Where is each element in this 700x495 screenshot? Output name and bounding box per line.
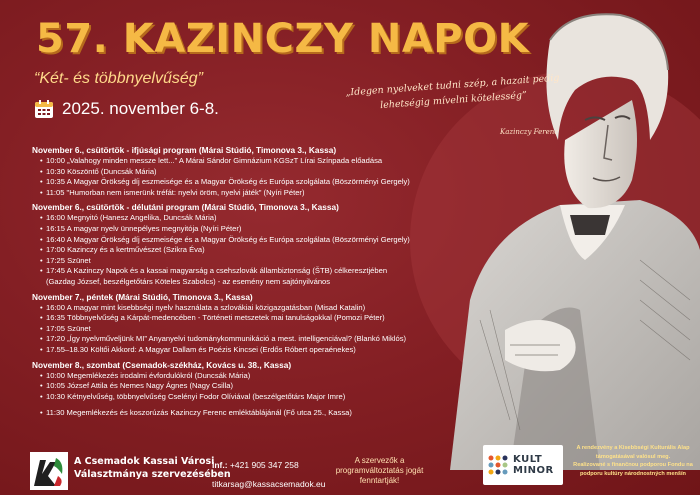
event-subtitle: “Két- és többnyelvűség”: [34, 70, 203, 87]
program-item: • 17:20 „Így nyelvműveljünk MI” Anyanyelvi tudománykommunikáció a mest. intelligenciával? (Blankó Miklós): [40, 334, 552, 345]
day-nov6-youth: [32, 145, 552, 198]
program-item: • 10:30 Köszöntő (Duncsák Mária): [40, 167, 552, 178]
day-heading: November 8., szombat (Csemadok-székház, Kovács u. 38., Kassa): [32, 359, 292, 370]
info-label: Inf.:: [212, 460, 228, 470]
program-item: • 16:15 A magyar nyelv ünnepélyes megnyitója (Nyíri Péter): [40, 224, 552, 235]
program-item: • 10:35 A Magyar Örökség díj eszmeisége és a Magyar Örökség és Európa szolgálata (Böszörményi Gergely): [40, 177, 552, 188]
phone-number[interactable]: +421 905 347 258: [229, 460, 299, 470]
kult-minor-mark-icon: [487, 454, 509, 476]
program-item: • 10:30 Kétnyelvűség, többnyelvűség Cselényi Fodor Olíviával (beszélgetőtárs Major Imre): [40, 392, 552, 403]
event-title: 57. KAZINCZY NAPOK: [36, 16, 530, 62]
program-item: • 16:00 A magyar mint kisebbségi nyelv használata a szlovákiai közigazgatásban (Misad Katalin): [40, 303, 552, 314]
organizer-line-2: Választmánya szervezésében: [74, 469, 231, 480]
program-item: • 17:05 Szünet: [40, 324, 552, 335]
kazinczy-quote: „Idegen nyelveket tudni szép, a hazait pedig lehetségig mívelni kötelesség”: [345, 72, 560, 112]
funding-line-3: Realizované s finančnou podporou Fondu na: [573, 462, 693, 468]
day-nov6-afternoon: [32, 202, 552, 287]
funding-line-4: podporu kultúry národnostných menšín: [580, 470, 686, 477]
kult-minor-logo: [483, 445, 563, 485]
kult-label: KULT: [513, 454, 543, 465]
quote-author: Kazinczy Ferenc: [500, 128, 559, 136]
program-item: • 10:00 „Valahogy minden messze lett...” A Márai Sándor Gimnázium KGSzT Lírai Színpada előadása: [40, 156, 552, 167]
event-date: 2025. november 6-8.: [62, 99, 219, 118]
program-item: • 17:25 Szünet: [40, 256, 552, 267]
program-item: • 17:45 A Kazinczy Napok és a kassai magyarság a csehszlovák állambiztonság (ŠTB) célkeresztjében: [40, 266, 552, 277]
funding-line-1: A rendezvény a Kisebbségi Kulturális Alap: [576, 445, 690, 451]
day-nov8: [32, 360, 552, 419]
event-date-row: [34, 99, 219, 119]
calendar-icon: [34, 99, 54, 119]
program-item: • 17.55–18.30 Költői Akkord: A Magyar Dallam és Poézis Kincsei (Erdős Róbert operaénekes): [40, 345, 552, 356]
program-item: • 17:00 Kazinczy és a kertművészet (Szikra Éva): [40, 245, 552, 256]
day-nov7: [32, 292, 552, 356]
program-item-continuation: (Gazdag József, beszélgetőtárs Köteles Szabolcs) - az esemény nem sajtónyilvános: [46, 276, 331, 286]
day-heading: November 7., péntek (Márai Stúdió, Timonova 3., Kassa): [32, 291, 253, 302]
minor-label: MINOR: [513, 465, 554, 476]
funding-line-2: támogatásával valósul meg.: [595, 453, 671, 460]
program-item: • 10:05 József Attila és Nemes Nagy Ágnes (Nagy Csilla): [40, 381, 552, 392]
day-heading: November 6., csütörtök - ifjúsági program (Márai Stúdió, Timonova 3., Kassa): [32, 145, 337, 155]
program-item: • 16:00 Megnyitó (Hanesz Angelika, Duncsák Mária): [40, 213, 552, 224]
program-item: • 16:35 Többnyelvűség a Kárpát-medencében - Történeti metszetek mai tanulságokkal (Pomozi Péter): [40, 313, 552, 324]
organizer-name: [74, 455, 231, 481]
csemadok-logo: [30, 452, 68, 490]
program-item: • 16:40 A Magyar Örökség díj eszmeisége és a Magyar Örökség és Európa szolgálata (Böszörményi Gergely): [40, 235, 552, 246]
funding-statement: [566, 444, 700, 478]
program-item: • 11:05 "Humorban nem ismerünk tréfát: nyelvi öröm, nyelvi játék" (Nyíri Péter): [40, 188, 552, 199]
day-heading: November 6., csütörtök - délutáni program (Márai Stúdió, Timonova 3., Kassa): [32, 202, 339, 213]
organizer-line-1: A Csemadok Kassai Városi: [74, 456, 215, 467]
contact-info: [212, 456, 326, 494]
email-address[interactable]: titkarsag@kassacsemadok.eu: [212, 479, 326, 489]
program-item: • 10:00 Megemlékezés irodalmi évfordulókról (Duncsák Mária): [40, 371, 552, 382]
change-notice: A szervezők a programváltoztatás jogát fenntartják!: [335, 456, 424, 485]
program-item: • 11:30 Megemlékezés és koszorúzás Kazinczy Ferenc emléktáblájánál (Fő utca 25., Kassa): [40, 408, 552, 419]
program-list: [32, 145, 552, 423]
